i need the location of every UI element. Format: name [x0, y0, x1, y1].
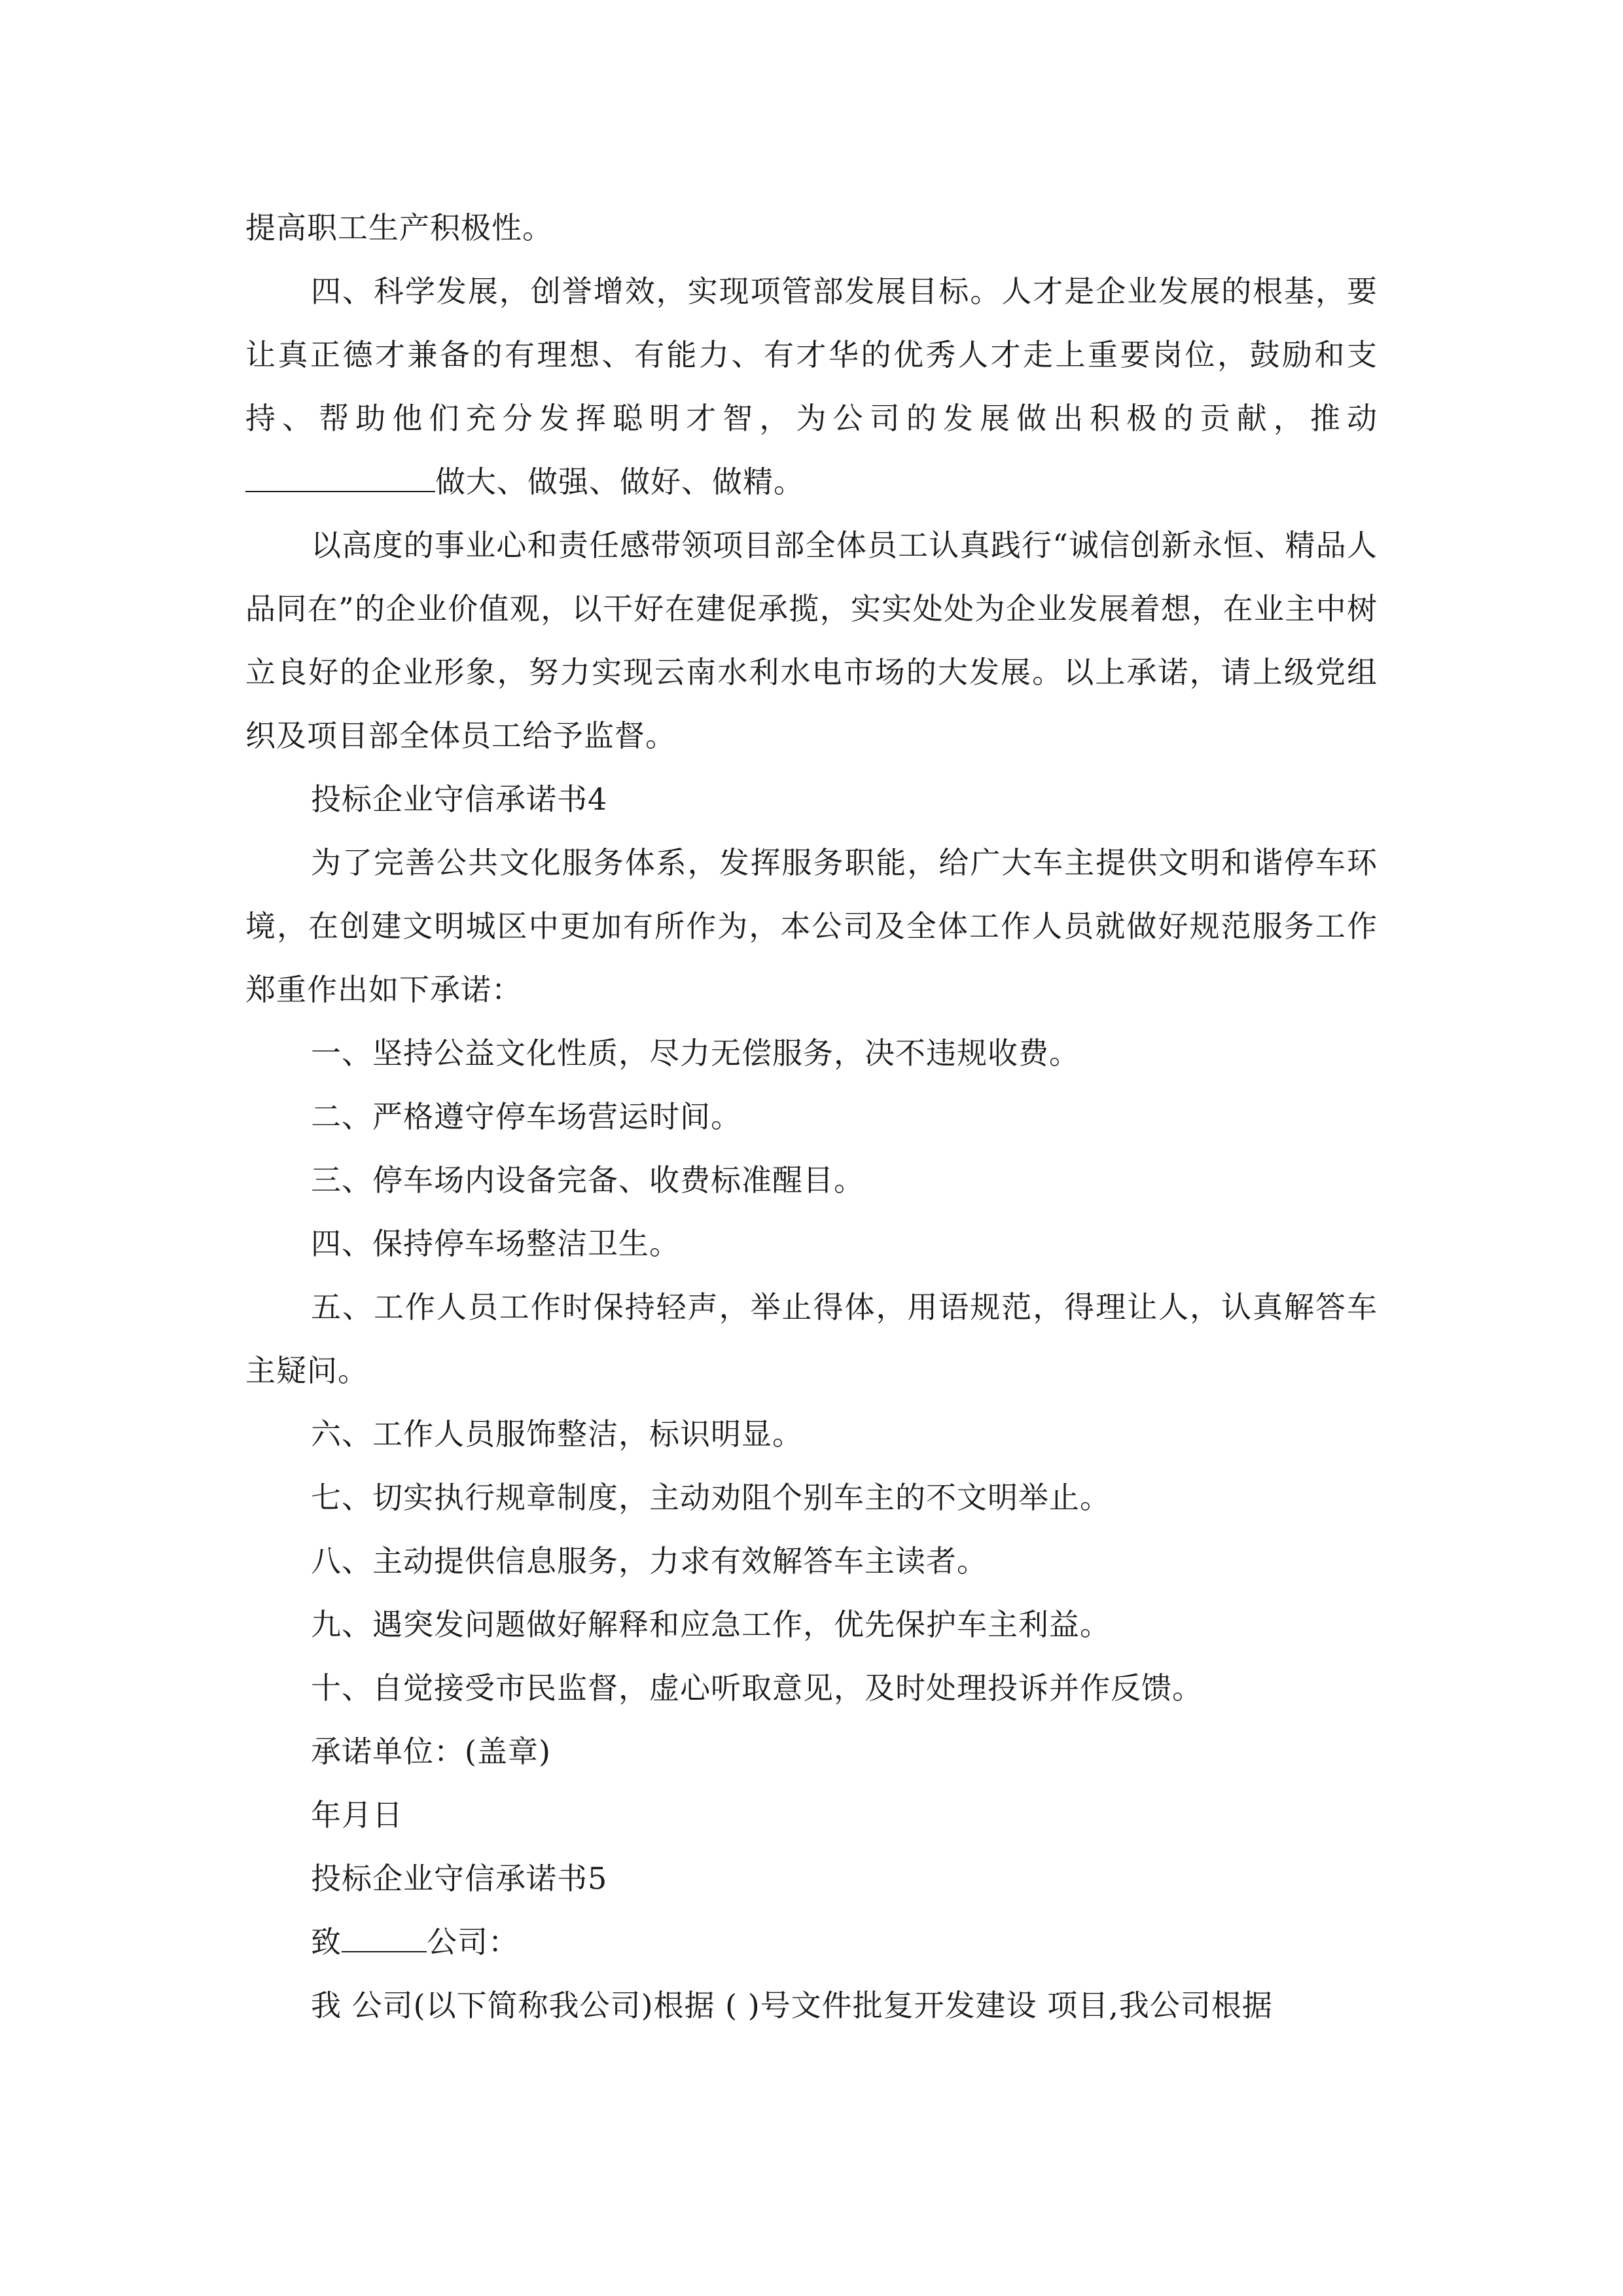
list-item: 五、工作人员工作时保持轻声，举止得体，用语规范，得理让人，认真解答车主疑问。 — [245, 1289, 1378, 1388]
paragraph-intro-4: 为了完善公共文化服务体系，发挥服务职能，给广大车主提供文明和谐停车环境，在创建文明城区中更加有所作为，本公司及全体工作人员就做好规范服务工作郑重作出如下承诺： — [245, 845, 1378, 1007]
list-item: 六、工作人员服饰整洁，标识明显。 — [311, 1416, 803, 1452]
list-item: 二、严格遵守停车场营运时间。 — [311, 1099, 741, 1134]
paragraph-continuation: 提高职工生产积极性。 — [245, 210, 553, 245]
salutation — [245, 1910, 1378, 1974]
heading-commitment-4: 投标企业守信承诺书4 — [311, 781, 608, 817]
paragraph-talent-text: 四、科学发展，创誉增效，实现项管部发展目标。人才是企业发展的根基，要让真正德才兼备的有理想、有能力、有才华的优秀人才走上重要岗位，鼓励和支持、帮助他们充分发挥聪明才智，为公司的发展做出积极的贡献，推动 — [245, 274, 1378, 436]
paragraph-talent — [245, 260, 1378, 514]
signature-unit: 承诺单位：(盖章) — [311, 1734, 551, 1769]
document-body — [245, 196, 1378, 2037]
salutation-prefix: 致 — [311, 1924, 342, 1960]
signature-date: 年月日 — [311, 1797, 403, 1833]
list-item: 十、自觉接受市民监督，虚心听取意见，及时处理投诉并作反馈。 — [311, 1670, 1203, 1706]
salutation-suffix: 公司： — [427, 1924, 519, 1960]
list-item: 七、切实执行规章制度，主动劝阻个别车主的不文明举止。 — [311, 1480, 1111, 1515]
paragraph-opening-5: 我 公司(以下简称我公司)根据 ( )号文件批复开发建设 项目,我公司根据 — [311, 1988, 1273, 2023]
list-item: 三、停车场内设备完备、收费标准醒目。 — [311, 1162, 865, 1198]
list-item: 四、保持停车场整洁卫生。 — [311, 1226, 680, 1261]
paragraph-talent-tail: 做大、做强、做好、做精。 — [435, 464, 804, 499]
fill-blank-addressee — [342, 1914, 427, 1952]
heading-commitment-5: 投标企业守信承诺书5 — [311, 1861, 608, 1896]
list-item: 八、主动提供信息服务，力求有效解答车主读者。 — [311, 1543, 988, 1579]
list-item: 九、遇突发问题做好解释和应急工作，优先保护车主利益。 — [311, 1607, 1111, 1642]
fill-blank-company — [245, 454, 435, 492]
list-item: 一、坚持公益文化性质，尽力无偿服务，决不违规收费。 — [311, 1035, 1080, 1071]
paragraph-commitment: 以高度的事业心和责任感带领项目部全体员工认真践行“诚信创新永恒、精品人品同在”的企业价值观，以干好在建促承揽，实实处处为企业发展着想，在业主中树立良好的企业形象，努力实现云南水利水电市场的大发展。以上承诺，请上级党组织及项目部全体员工给予监督。 — [245, 528, 1378, 753]
